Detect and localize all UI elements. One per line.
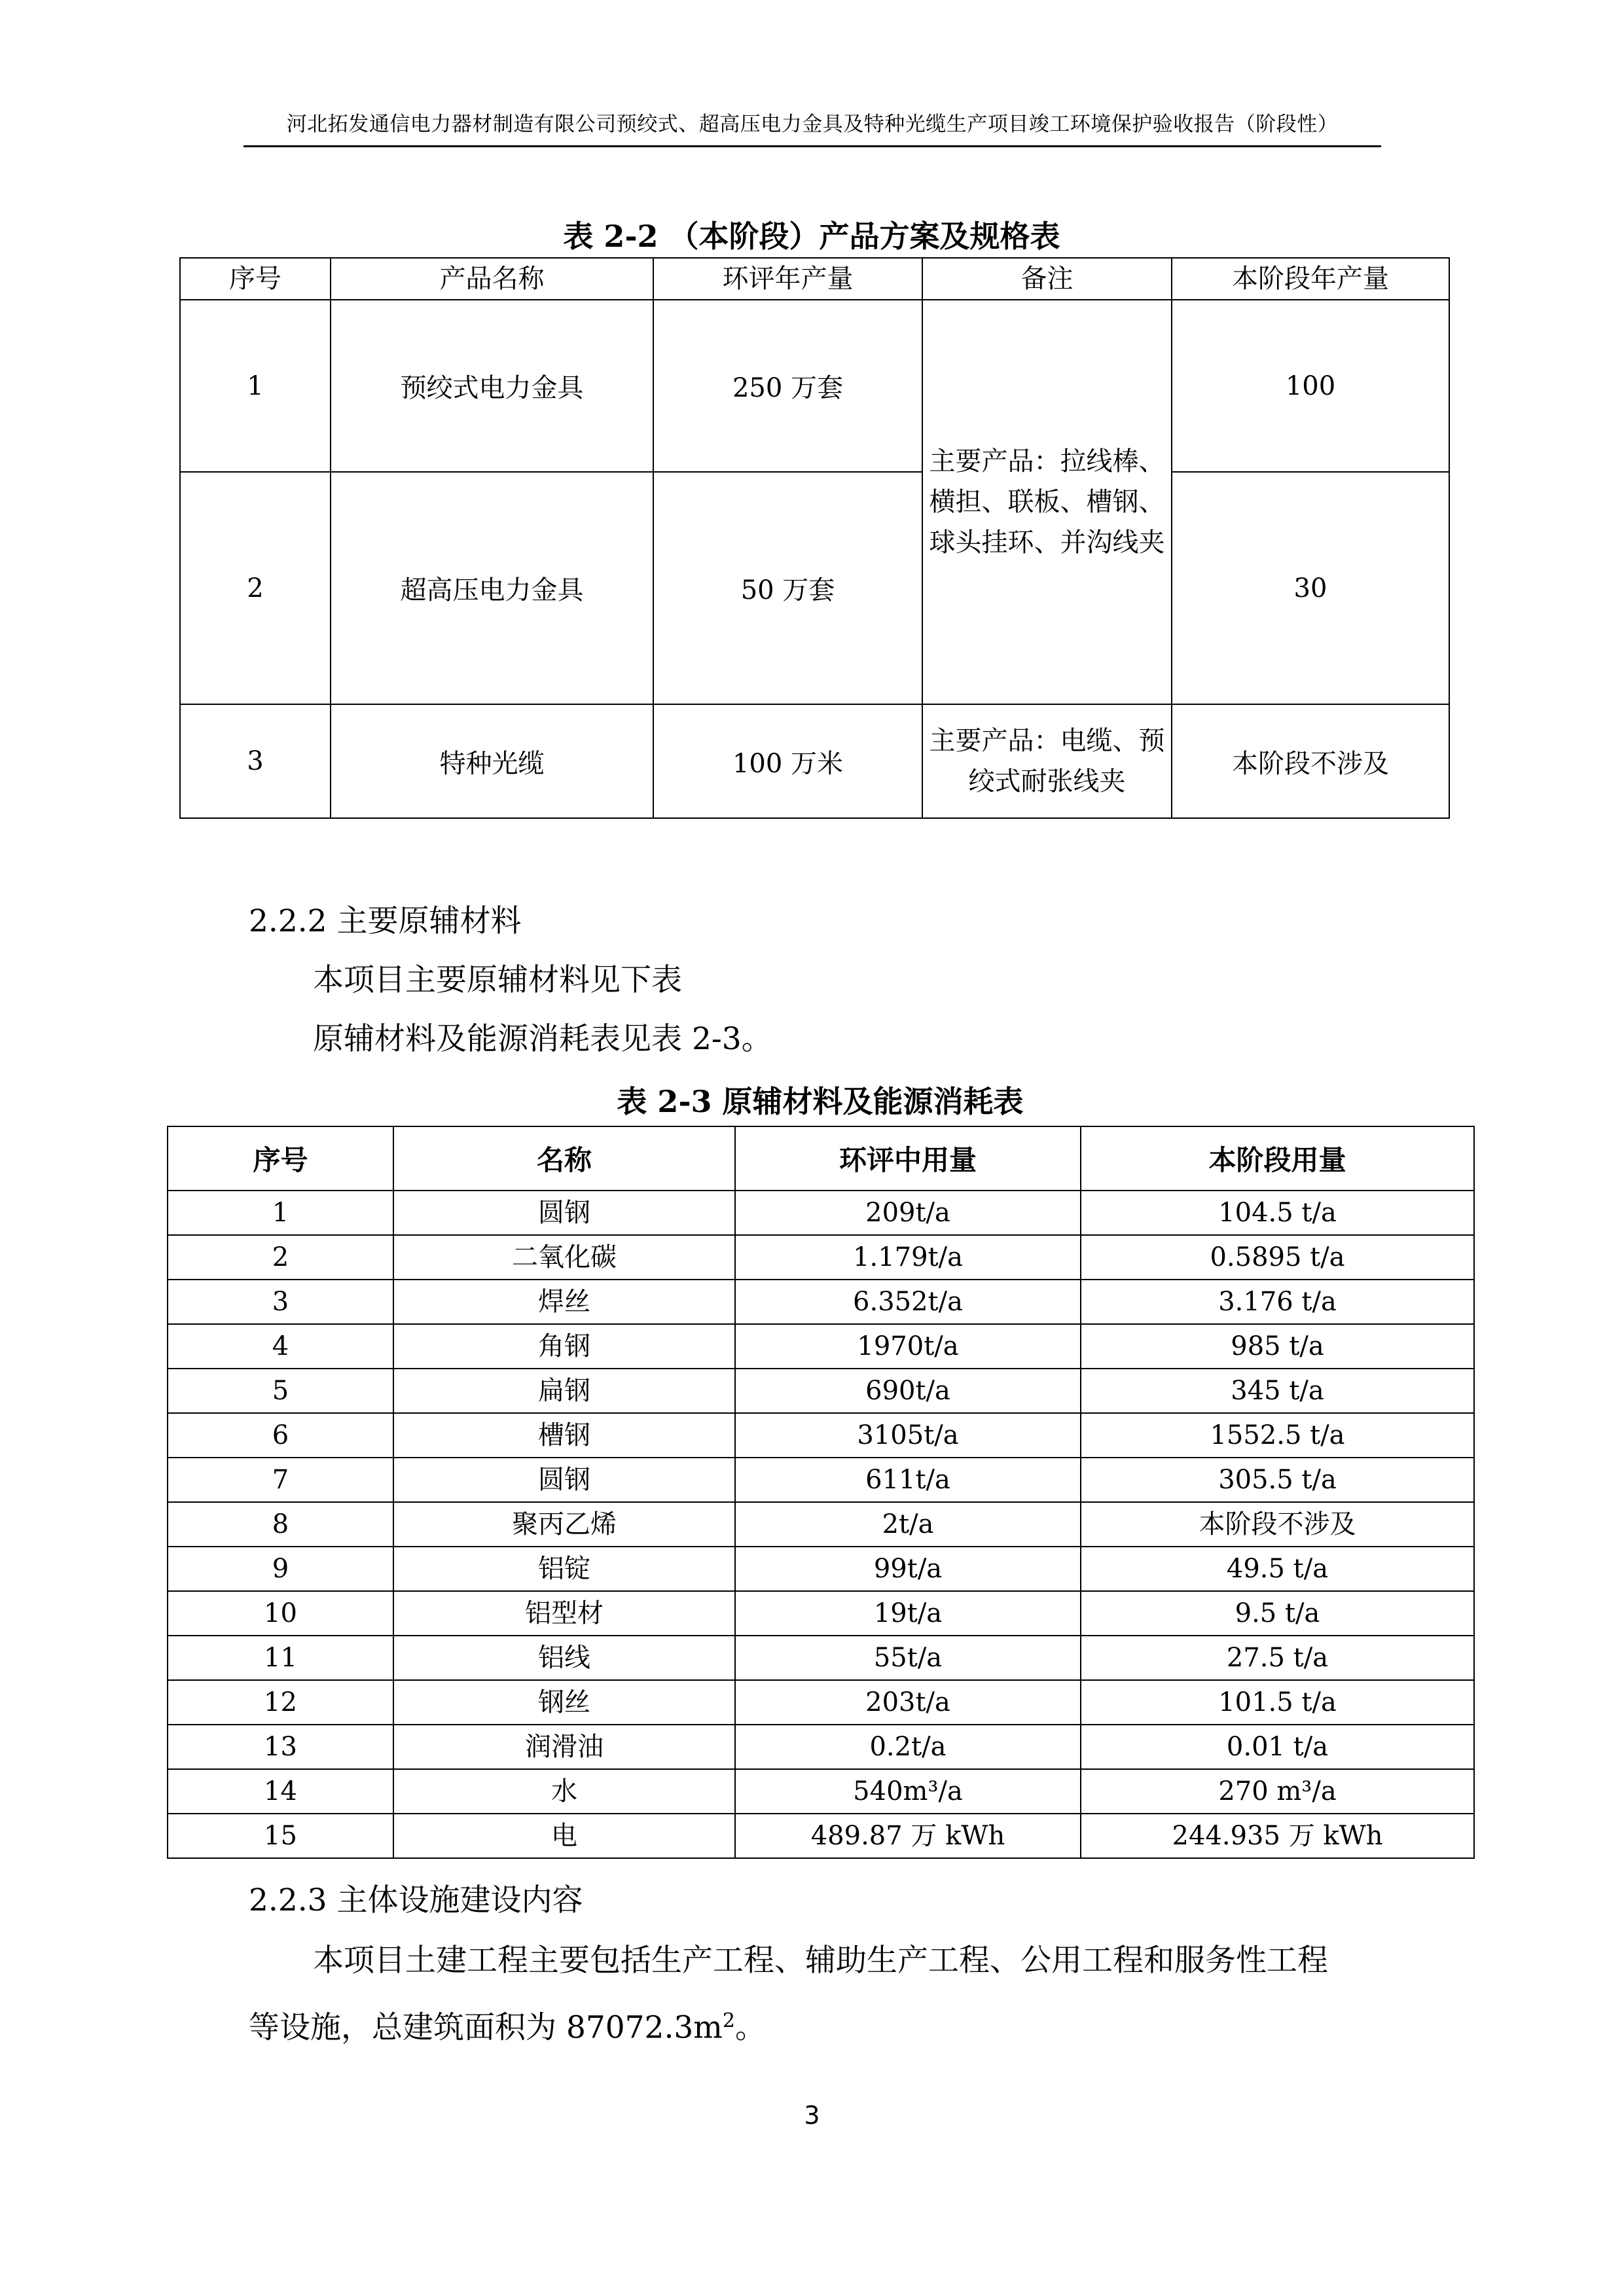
table-row — [168, 1680, 1474, 1725]
cell-eia-usage: 0.2t/a — [735, 1725, 1081, 1769]
cell-material-name: 槽钢 — [393, 1413, 735, 1458]
paragraph: 本项目土建工程主要包括生产工程、辅助生产工程、公用工程和服务性工程 — [313, 1943, 1328, 1979]
cell-no: 3 — [180, 704, 331, 818]
cell-material-name: 润滑油 — [393, 1725, 735, 1769]
cell-material-name: 铝型材 — [393, 1591, 735, 1636]
section-heading-2-2-2: 2.2.2 主要原辅材料 — [249, 903, 522, 939]
cell-material-name: 焊丝 — [393, 1280, 735, 1324]
cell-eia-usage: 489.87 万 kWh — [735, 1814, 1081, 1858]
cell-material-name: 圆钢 — [393, 1191, 735, 1235]
cell-no: 13 — [168, 1725, 393, 1769]
table-header-row — [168, 1126, 1474, 1191]
cell-no: 10 — [168, 1591, 393, 1636]
table-row — [168, 1458, 1474, 1502]
cell-no: 5 — [168, 1369, 393, 1413]
cell-stage-usage: 9.5 t/a — [1081, 1591, 1474, 1636]
header-rule — [244, 145, 1381, 147]
cell-note-merged: 主要产品：拉线棒、横担、联板、槽钢、球头挂环、并沟线夹 — [922, 300, 1172, 704]
table-row — [168, 1591, 1474, 1636]
cell-stage-output: 本阶段不涉及 — [1172, 704, 1449, 818]
cell-note: 主要产品：电缆、预绞式耐张线夹 — [922, 704, 1172, 818]
cell-no: 2 — [168, 1235, 393, 1280]
cell-stage-usage: 27.5 t/a — [1081, 1636, 1474, 1680]
cell-stage-usage: 49.5 t/a — [1081, 1547, 1474, 1591]
cell-no: 7 — [168, 1458, 393, 1502]
cell-stage-output: 30 — [1172, 472, 1449, 704]
table-row — [180, 472, 1449, 704]
col-header: 备注 — [922, 258, 1172, 300]
cell-no: 9 — [168, 1547, 393, 1591]
materials-table — [167, 1126, 1475, 1859]
cell-stage-usage: 270 m³/a — [1081, 1769, 1474, 1814]
cell-stage-usage: 104.5 t/a — [1081, 1191, 1474, 1235]
cell-stage-usage: 985 t/a — [1081, 1324, 1474, 1369]
cell-stage-usage: 345 t/a — [1081, 1369, 1474, 1413]
cell-no: 12 — [168, 1680, 393, 1725]
col-header: 本阶段用量 — [1081, 1126, 1474, 1191]
table-row — [168, 1769, 1474, 1814]
cell-eia-usage: 2t/a — [735, 1502, 1081, 1547]
cell-material-name: 扁钢 — [393, 1369, 735, 1413]
table-row — [180, 300, 1449, 472]
cell-product-name: 特种光缆 — [331, 704, 653, 818]
cell-product-name: 预绞式电力金具 — [331, 300, 653, 472]
cell-material-name: 二氧化碳 — [393, 1235, 735, 1280]
table-row — [168, 1814, 1474, 1858]
paragraph-text: 等设施，总建筑面积为 87072.3m — [249, 2009, 723, 2046]
table-row — [168, 1324, 1474, 1369]
running-header: 河北拓发通信电力器材制造有限公司预绞式、超高压电力金具及特种光缆生产项目竣工环境保护验收报告（阶段性） — [286, 113, 1339, 136]
col-header: 本阶段年产量 — [1172, 258, 1449, 300]
cell-eia-usage: 55t/a — [735, 1636, 1081, 1680]
cell-material-name: 电 — [393, 1814, 735, 1858]
cell-no: 1 — [168, 1191, 393, 1235]
cell-eia-output: 100 万米 — [653, 704, 922, 818]
table-row — [168, 1547, 1474, 1591]
cell-material-name: 钢丝 — [393, 1680, 735, 1725]
cell-stage-usage: 101.5 t/a — [1081, 1680, 1474, 1725]
table-row — [168, 1280, 1474, 1324]
cell-no: 2 — [180, 472, 331, 704]
cell-eia-usage: 690t/a — [735, 1369, 1081, 1413]
cell-eia-output: 50 万套 — [653, 472, 922, 704]
col-header: 产品名称 — [331, 258, 653, 300]
cell-material-name: 聚丙乙烯 — [393, 1502, 735, 1547]
cell-eia-usage: 3105t/a — [735, 1413, 1081, 1458]
cell-material-name: 水 — [393, 1769, 735, 1814]
cell-no: 6 — [168, 1413, 393, 1458]
col-header: 名称 — [393, 1126, 735, 1191]
cell-product-name: 超高压电力金具 — [331, 472, 653, 704]
col-header: 环评中用量 — [735, 1126, 1081, 1191]
cell-no: 4 — [168, 1324, 393, 1369]
cell-eia-usage: 19t/a — [735, 1591, 1081, 1636]
cell-eia-usage: 209t/a — [735, 1191, 1081, 1235]
section-heading-2-2-3: 2.2.3 主体设施建设内容 — [249, 1882, 583, 1918]
cell-stage-usage: 0.01 t/a — [1081, 1725, 1474, 1769]
cell-no: 3 — [168, 1280, 393, 1324]
cell-no: 15 — [168, 1814, 393, 1858]
cell-material-name: 铝线 — [393, 1636, 735, 1680]
cell-eia-usage: 1970t/a — [735, 1324, 1081, 1369]
cell-no: 1 — [180, 300, 331, 472]
paragraph: 原辅材料及能源消耗表见表 2-3。 — [313, 1021, 772, 1057]
cell-stage-usage: 305.5 t/a — [1081, 1458, 1474, 1502]
cell-eia-usage: 6.352t/a — [735, 1280, 1081, 1324]
cell-eia-usage: 611t/a — [735, 1458, 1081, 1502]
cell-stage-usage: 0.5895 t/a — [1081, 1235, 1474, 1280]
cell-no: 11 — [168, 1636, 393, 1680]
col-header: 序号 — [168, 1126, 393, 1191]
table-row — [168, 1369, 1474, 1413]
paragraph: 本项目主要原辅材料见下表 — [313, 962, 682, 998]
table-row — [180, 704, 1449, 818]
table-row — [168, 1235, 1474, 1280]
cell-eia-usage: 99t/a — [735, 1547, 1081, 1591]
cell-eia-output: 250 万套 — [653, 300, 922, 472]
cell-stage-usage: 1552.5 t/a — [1081, 1413, 1474, 1458]
cell-eia-usage: 540m³/a — [735, 1769, 1081, 1814]
superscript: 2 — [722, 2009, 735, 2032]
cell-eia-usage: 203t/a — [735, 1680, 1081, 1725]
table-row — [168, 1725, 1474, 1769]
table-2-2-caption: 表 2-2 （本阶段）产品方案及规格表 — [563, 219, 1060, 254]
paragraph — [249, 2001, 766, 2048]
table-row — [168, 1636, 1474, 1680]
cell-stage-usage: 本阶段不涉及 — [1081, 1502, 1474, 1547]
cell-no: 14 — [168, 1769, 393, 1814]
paragraph-end: 。 — [734, 2009, 766, 2046]
col-header: 序号 — [180, 258, 331, 300]
table-row — [168, 1502, 1474, 1547]
cell-stage-usage: 244.935 万 kWh — [1081, 1814, 1474, 1858]
cell-no: 8 — [168, 1502, 393, 1547]
table-row — [168, 1191, 1474, 1235]
cell-material-name: 圆钢 — [393, 1458, 735, 1502]
table-row — [168, 1413, 1474, 1458]
table-header-row — [180, 258, 1449, 300]
page-number: 3 — [804, 2101, 820, 2130]
cell-stage-usage: 3.176 t/a — [1081, 1280, 1474, 1324]
cell-eia-usage: 1.179t/a — [735, 1235, 1081, 1280]
cell-stage-output: 100 — [1172, 300, 1449, 472]
cell-material-name: 铝锭 — [393, 1547, 735, 1591]
cell-material-name: 角钢 — [393, 1324, 735, 1369]
table-2-3-caption: 表 2-3 原辅材料及能源消耗表 — [617, 1084, 1024, 1119]
col-header: 环评年产量 — [653, 258, 922, 300]
product-spec-table — [179, 257, 1450, 819]
